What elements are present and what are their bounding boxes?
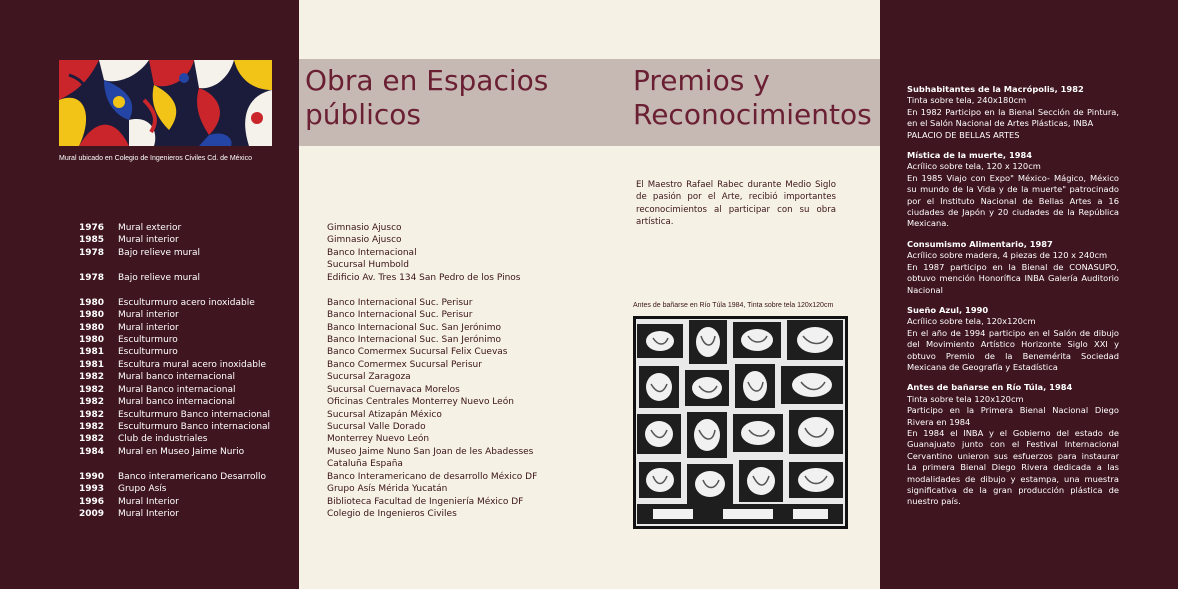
work-year: 1996	[79, 496, 105, 507]
work-name: Esculturmuro	[118, 347, 178, 358]
award-line: En 1987 participo en la Bienal de CONASUPO, obtuvo mención Honorífica INBA Galería Auditorio Nacional	[907, 261, 1119, 295]
painting-caption: Antes de bañarse en Río Túla 1984, Tinta sobre tela 120x120cm	[633, 302, 834, 309]
work-place: Sucursal Humbold	[327, 260, 410, 271]
work-place: Monterrey Nuevo León	[327, 434, 430, 445]
award-item	[907, 84, 1119, 141]
section-title-obra: Obra en Espacios públicos	[305, 64, 549, 131]
work-name	[118, 284, 298, 296]
work-year: 1982	[79, 409, 105, 420]
work-name: Grupo Asís	[118, 484, 167, 495]
work-name: Banco interamericano Desarrollo	[118, 471, 266, 482]
work-name: Esculturmuro acero inoxidable	[118, 297, 255, 308]
award-title: Mística de la muerte, 1984	[907, 150, 1033, 161]
award-title: Sueño Azul, 1990	[907, 304, 989, 315]
work-place: Sucursal Zaragoza	[327, 372, 411, 383]
work-place: Gimnasio Ajusco	[327, 235, 402, 246]
works-names-list	[118, 222, 298, 521]
work-name: Mural exterior	[118, 223, 182, 233]
award-line: En el año de 1994 participo en el Salón de dibujo del Movimiento Artístico Horizonte Siglo XXI y obtuvo Premio de la Benemérita Sociedad Mexicana de Geografía y Estadística	[907, 327, 1119, 372]
work-place: Colegio de Ingenieros Civiles	[327, 509, 457, 520]
work-place: Banco Comermex Sucursal Perisur	[327, 359, 482, 370]
work-place: Grupo Asís Mérida Yucatán	[327, 484, 448, 495]
work-name	[118, 458, 298, 470]
work-name: Club de industriales	[118, 434, 208, 445]
work-place: Banco Internacional Suc. Perisur	[327, 297, 473, 308]
work-place: Museo Jaime Nuno San Joan de les Abadesses	[327, 446, 534, 457]
work-year	[79, 284, 115, 296]
award-item	[907, 239, 1119, 296]
work-year: 1993	[79, 484, 105, 495]
award-line: Tinta sobre tela, 240x180cm	[907, 95, 1027, 106]
work-place: Edificio Av. Tres 134 San Pedro de los Pinos	[327, 272, 521, 283]
work-name	[118, 259, 298, 271]
work-name: Mural Interior	[118, 496, 179, 507]
work-name: Esculturmuro Banco internacional	[118, 409, 271, 420]
work-place: Sucursal Cuernavaca Morelos	[327, 384, 460, 395]
work-year: 1981	[79, 359, 105, 370]
award-item	[907, 382, 1119, 507]
work-place: Banco Comermex Sucursal Felix Cuevas	[327, 347, 508, 358]
works-places-list	[327, 222, 577, 521]
work-year: 1984	[79, 446, 105, 457]
work-name: Mural banco internacional	[118, 372, 235, 383]
award-line: Participo en la Primera Bienal Nacional Diego Rivera en 1984	[907, 405, 1119, 427]
work-year: 1990	[79, 471, 105, 482]
work-place: Cataluña España	[327, 459, 403, 470]
works-years-list	[79, 222, 115, 521]
work-year: 1980	[79, 310, 105, 321]
award-item	[907, 305, 1119, 373]
work-year: 1980	[79, 334, 105, 345]
award-line: En 1982 Participo en la Bienal Sección de Pintura, en el Salón Nacional de Artes Plásticas, INBA	[907, 106, 1119, 129]
work-year: 2009	[79, 509, 105, 520]
work-place: Banco Internacional Suc. San Jerónimo	[327, 334, 501, 345]
work-year: 1982	[79, 434, 105, 445]
work-year: 1978	[79, 247, 105, 258]
work-place: Banco Internacional Suc. San Jerónimo	[327, 322, 501, 333]
award-line: En 1984 el INBA y el Gobierno del estado de Guanajuato junto con el Festival Internacional Cervantino unieron sus esfuerzos para instaurar La primera Bienal Diego Rivera dedicada a las modalidades de dibujo y estampa, una muestra significativa de la gran producción plástica de nuestro país.	[907, 427, 1119, 507]
work-place: Biblioteca Facultad de Ingeniería México DF	[327, 496, 524, 507]
work-name: Mural interior	[118, 322, 179, 333]
work-name: Esculturmuro	[118, 334, 178, 345]
award-item	[907, 150, 1119, 230]
award-line: Acrílico sobre tela, 120 x 120cm	[907, 161, 1041, 172]
work-year: 1978	[79, 272, 105, 283]
work-year: 1981	[79, 347, 105, 358]
mural-caption: Mural ubicado en Colegio de Ingenieros Civiles Cd. de México	[59, 155, 252, 162]
work-place: Sucursal Valle Dorado	[327, 422, 426, 432]
section-title-premios: Premios y Reconocimientos	[633, 64, 872, 131]
work-name: Mural Interior	[118, 509, 179, 520]
work-year: 1982	[79, 372, 105, 383]
work-name: Esculturmuro Banco internacional	[118, 422, 271, 432]
award-line: En 1985 Viajo con Expo" México- Mágico, México su mundo de la Vida y de la muerte" patrocinado por el Instituto Nacional de Bellas Artes a 16 ciudades de Japón y 20 ciudades de la República Mexicana.	[907, 172, 1119, 229]
work-year: 1985	[79, 235, 105, 246]
work-name: Mural interior	[118, 310, 179, 321]
work-year: 1980	[79, 322, 105, 333]
work-place: Banco Interamericano de desarrollo México DF	[327, 471, 538, 482]
work-year: 1982	[79, 422, 105, 432]
work-name: Mural banco internacional	[118, 397, 235, 408]
work-place: Banco Internacional	[327, 247, 417, 258]
work-year: 1976	[79, 223, 105, 233]
work-name: Bajo relieve mural	[118, 247, 201, 258]
award-line: Acrílico sobre tela, 120x120cm	[907, 316, 1036, 327]
award-title: Consumismo Alimentario, 1987	[907, 238, 1053, 249]
work-year: 1982	[79, 397, 105, 408]
awards-intro-text: El Maestro Rafael Rabec durante Medio Siglo de pasión por el Arte, recibió importantes reconocimientos al participar con su obra artística.	[636, 180, 836, 227]
award-line: PALACIO DE BELLAS ARTES	[907, 129, 1020, 140]
work-name: Bajo relieve mural	[118, 272, 201, 283]
work-year	[79, 458, 115, 470]
work-name: Mural en Museo Jaime Nurio	[118, 446, 245, 457]
work-place: Gimnasio Ajusco	[327, 223, 402, 233]
awards-list	[907, 84, 1119, 517]
award-line: Tinta sobre tela 120x120cm	[907, 393, 1024, 404]
work-name: Escultura mural acero inoxidable	[118, 359, 266, 370]
work-place: Banco Internacional Suc. Perisur	[327, 310, 473, 321]
work-year	[79, 259, 115, 271]
award-title: Antes de bañarse en Río Túla, 1984	[907, 382, 1073, 393]
work-place: Sucursal Atizapán México	[327, 409, 442, 420]
work-name: Mural Banco internacional	[118, 384, 236, 395]
award-title: Subhabitantes de la Macrópolis, 1982	[907, 84, 1084, 94]
work-place: Oficinas Centrales Monterrey Nuevo León	[327, 397, 514, 408]
work-name: Mural interior	[118, 235, 179, 246]
mural-image	[59, 60, 272, 146]
painting-image	[633, 316, 848, 529]
award-line: Acrílico sobre madera, 4 piezas de 120 x 240cm	[907, 250, 1108, 261]
work-year: 1980	[79, 297, 105, 308]
work-year: 1982	[79, 384, 105, 395]
work-place	[327, 284, 577, 296]
